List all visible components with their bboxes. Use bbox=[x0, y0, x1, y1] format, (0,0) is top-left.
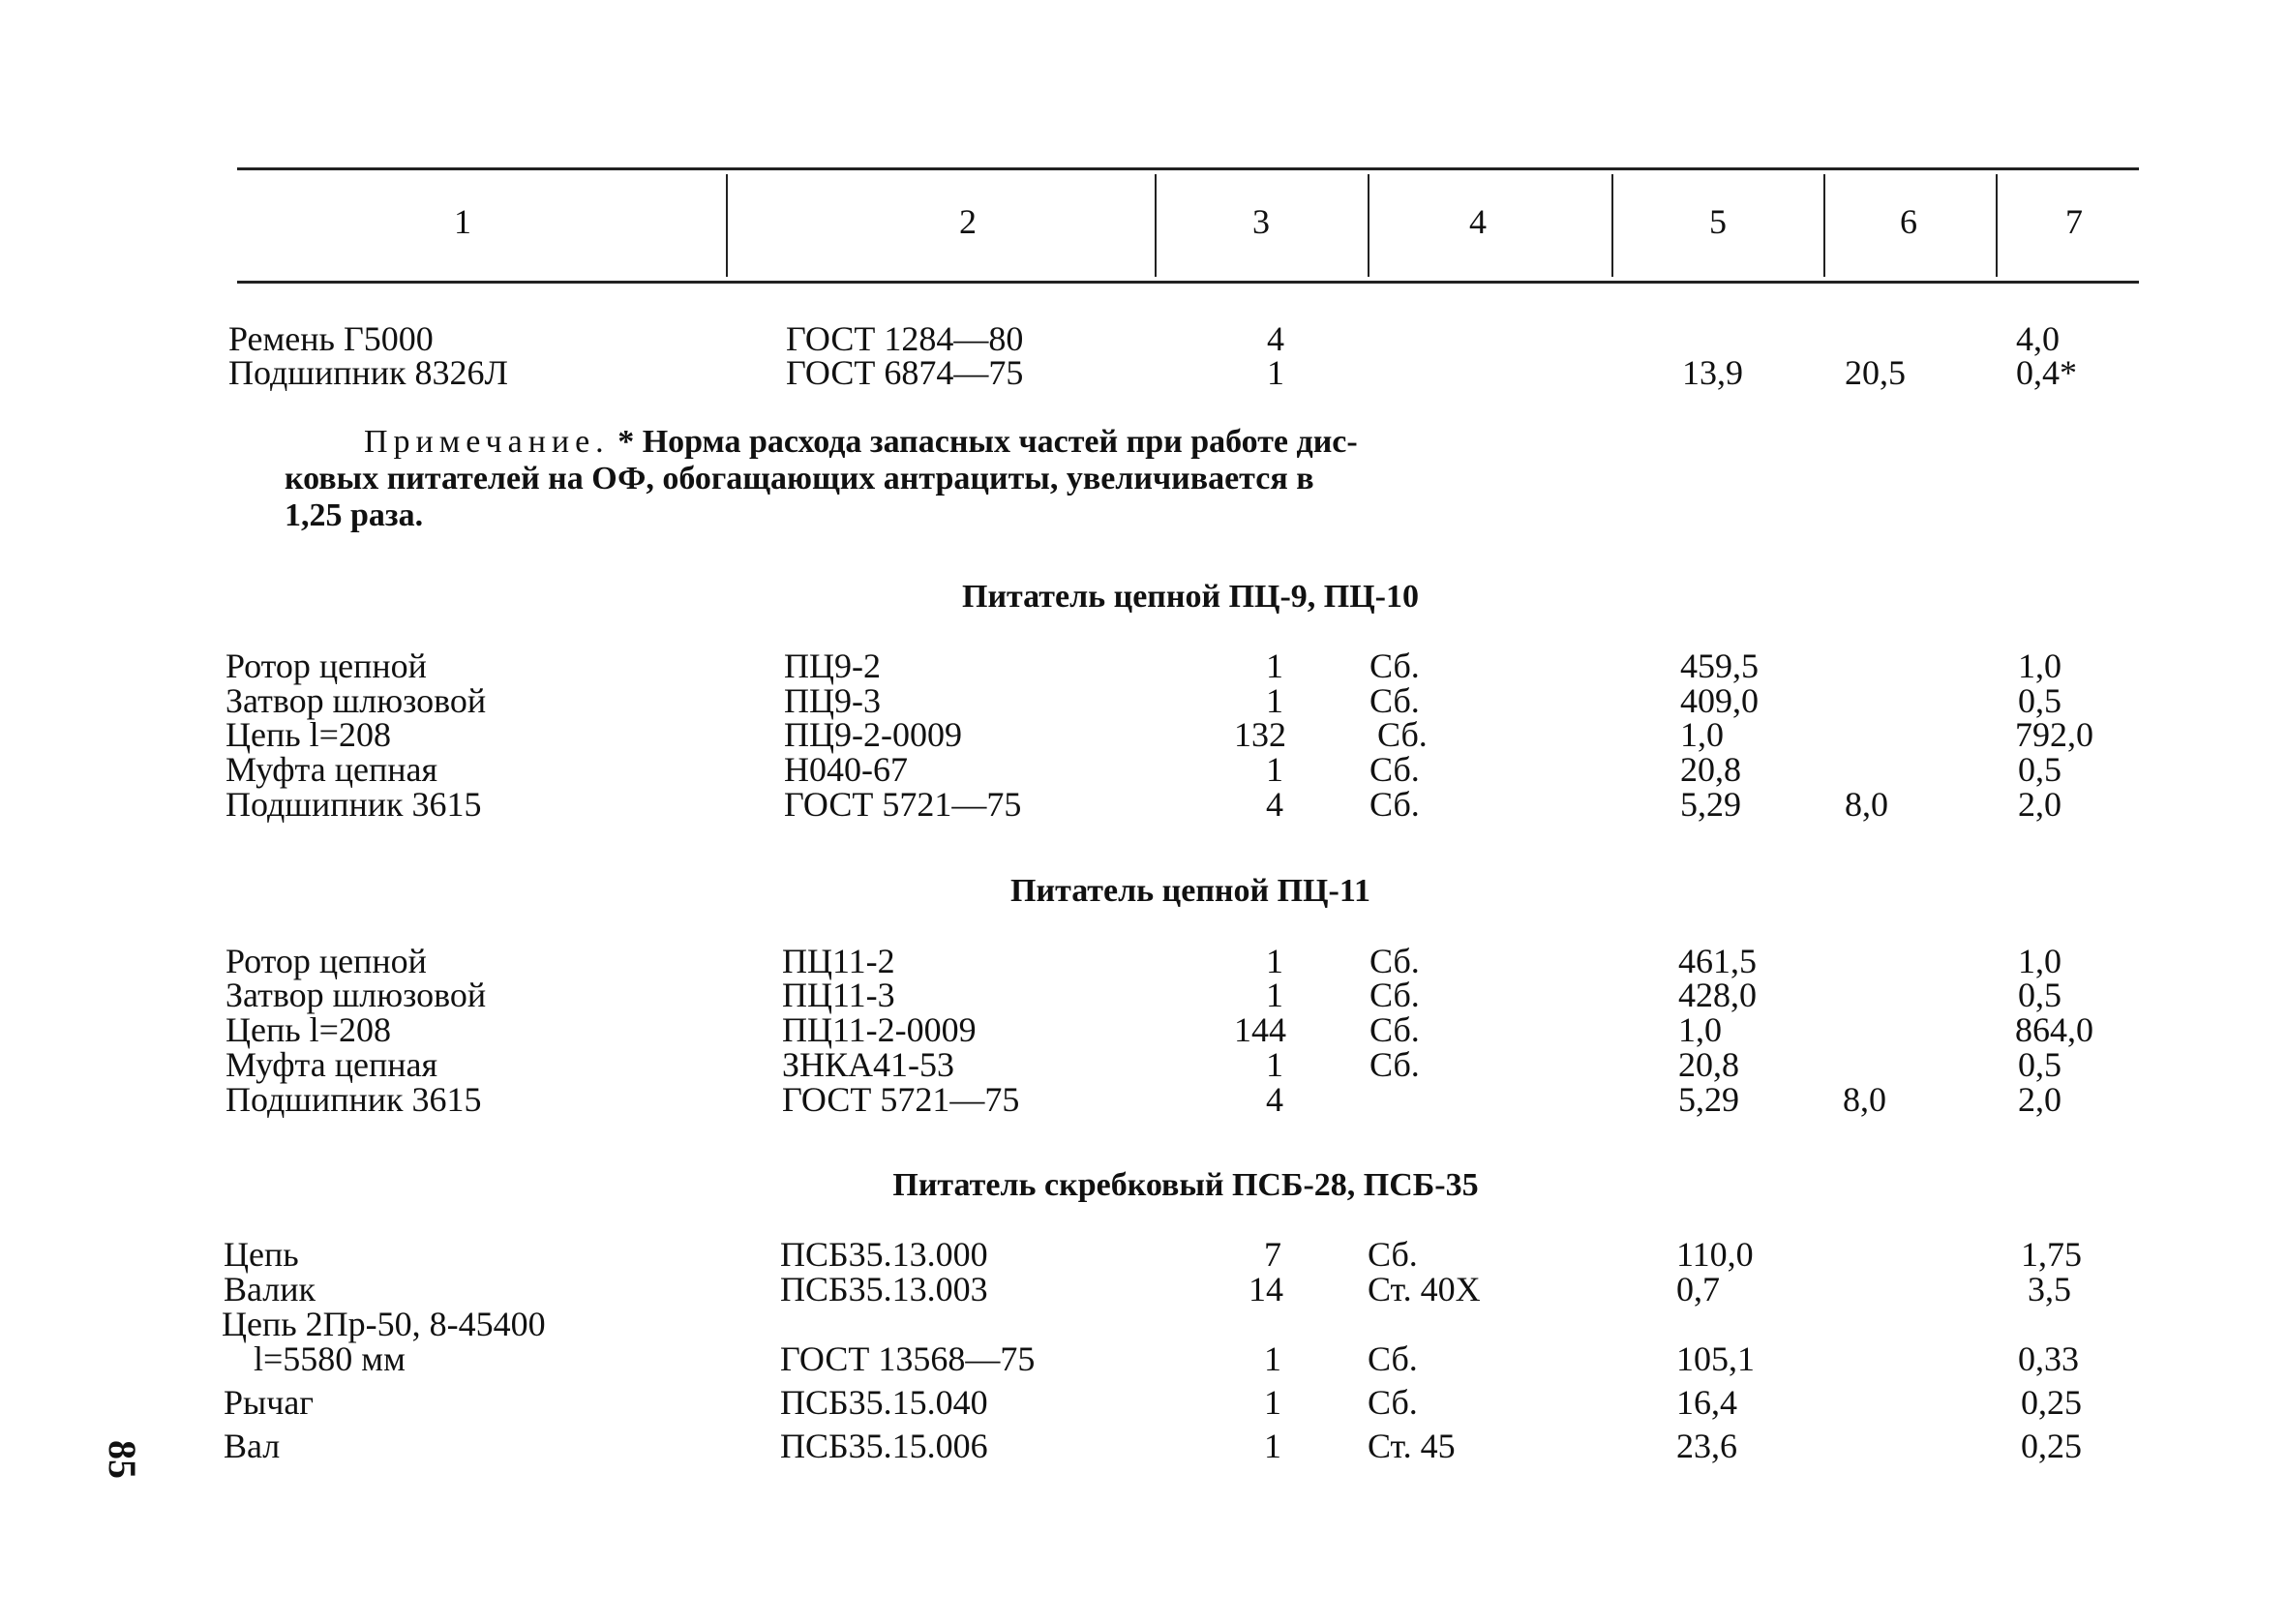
cell-designation: ПЦ9-3 bbox=[784, 681, 881, 720]
note-line-3: 1,25 раза. bbox=[285, 497, 424, 533]
header-col-4: 4 bbox=[1469, 202, 1487, 241]
cell-qty: 1 bbox=[1267, 353, 1284, 392]
cell-norm: 1,75 bbox=[2021, 1235, 2082, 1274]
cell-norm: 2,0 bbox=[2018, 1080, 2061, 1119]
cell-material: Ст. 45 bbox=[1368, 1427, 1456, 1465]
cell-qty: 4 bbox=[1266, 1080, 1283, 1119]
cell-designation: ГОСТ 13568—75 bbox=[780, 1339, 1036, 1378]
cell-norm: 0,5 bbox=[2018, 681, 2061, 720]
cell-norm: 1,0 bbox=[2018, 942, 2061, 980]
cell-mass: 0,7 bbox=[1676, 1270, 1720, 1308]
cell-material: Сб. bbox=[1368, 1339, 1418, 1378]
cell-name: l=5580 мм bbox=[254, 1339, 406, 1378]
cell-name: Подшипник 3615 bbox=[226, 785, 482, 824]
cell-mass: 20,8 bbox=[1680, 750, 1741, 789]
cell-material: Сб. bbox=[1368, 1383, 1418, 1422]
cell-designation: ПСБ35.15.006 bbox=[780, 1427, 988, 1465]
section-heading: Питатель цепной ПЦ-9, ПЦ-10 bbox=[962, 579, 1419, 615]
cell-norm: 792,0 bbox=[2015, 715, 2093, 754]
cell-norm: 2,0 bbox=[2018, 785, 2061, 824]
cell-mass: 459,5 bbox=[1680, 647, 1759, 685]
header-col-5: 5 bbox=[1709, 202, 1727, 241]
cell-mass: 1,0 bbox=[1678, 1010, 1722, 1049]
page-number: 85 bbox=[101, 1440, 144, 1479]
col-divider bbox=[726, 174, 728, 277]
cell-name: Цепь l=208 bbox=[226, 715, 391, 754]
cell-designation: ЗНКА41-53 bbox=[782, 1045, 955, 1084]
cell-designation: ПЦ9-2-0009 bbox=[784, 715, 962, 754]
header-col-2: 2 bbox=[959, 202, 977, 241]
cell-material: Сб. bbox=[1369, 750, 1420, 789]
cell-name: Муфта цепная bbox=[226, 1045, 438, 1084]
cell-name: Цепь 2Пр-50, 8-45400 bbox=[222, 1305, 546, 1343]
cell-qty: 1 bbox=[1264, 1339, 1281, 1378]
col-divider bbox=[1611, 174, 1613, 277]
cell-material: Ст. 40Х bbox=[1368, 1270, 1481, 1308]
cell-name: Цепь bbox=[224, 1235, 299, 1274]
cell-name: Вал bbox=[224, 1427, 281, 1465]
cell-mass: 5,29 bbox=[1678, 1080, 1739, 1119]
cell-qty: 1 bbox=[1266, 647, 1283, 685]
cell-mass: 16,4 bbox=[1676, 1383, 1737, 1422]
cell-qty: 7 bbox=[1264, 1235, 1281, 1274]
cell-norm: 0,33 bbox=[2018, 1339, 2079, 1378]
cell-designation: ПСБ35.15.040 bbox=[780, 1383, 988, 1422]
cell-mass: 409,0 bbox=[1680, 681, 1759, 720]
cell-designation: ГОСТ 5721—75 bbox=[784, 785, 1022, 824]
cell-designation: ПЦ11-3 bbox=[782, 976, 895, 1014]
cell-qty: 14 bbox=[1249, 1270, 1283, 1308]
cell-name: Валик bbox=[224, 1270, 316, 1308]
header-bottom-rule bbox=[237, 281, 2139, 284]
cell-designation: Н040-67 bbox=[784, 750, 908, 789]
cell-qty: 1 bbox=[1266, 681, 1283, 720]
note-line-1 bbox=[364, 424, 1358, 461]
cell-name: Ремень Г5000 bbox=[228, 319, 434, 358]
cell-qty: 1 bbox=[1264, 1427, 1281, 1465]
cell-material: Сб. bbox=[1369, 785, 1420, 824]
cell-norm: 0,25 bbox=[2021, 1427, 2082, 1465]
section-heading: Питатель скребковый ПСБ-28, ПСБ-35 bbox=[892, 1167, 1479, 1203]
cell-mass: 13,9 bbox=[1682, 353, 1743, 392]
col-divider bbox=[1996, 174, 1998, 277]
cell-material: Сб. bbox=[1369, 942, 1420, 980]
header-col-1: 1 bbox=[454, 202, 471, 241]
cell-name: Подшипник 8326Л bbox=[228, 353, 508, 392]
cell-col6: 8,0 bbox=[1845, 785, 1888, 824]
cell-material: Сб. bbox=[1369, 647, 1420, 685]
cell-qty: 4 bbox=[1266, 785, 1283, 824]
header-top-rule bbox=[237, 167, 2139, 170]
cell-name: Муфта цепная bbox=[226, 750, 438, 789]
section-heading: Питатель цепной ПЦ-11 bbox=[1010, 873, 1370, 909]
cell-name: Подшипник 3615 bbox=[226, 1080, 482, 1119]
cell-norm: 0,5 bbox=[2018, 750, 2061, 789]
cell-designation: ГОСТ 6874—75 bbox=[786, 353, 1024, 392]
cell-norm: 1,0 bbox=[2018, 647, 2061, 685]
cell-mass: 1,0 bbox=[1680, 715, 1724, 754]
cell-qty: 4 bbox=[1267, 319, 1284, 358]
cell-norm: 0,25 bbox=[2021, 1383, 2082, 1422]
note-text-1: * Норма расхода запасных частей при работе дис- bbox=[617, 424, 1358, 460]
note-label: Примечание. bbox=[364, 424, 610, 460]
cell-material: Сб. bbox=[1368, 1235, 1418, 1274]
cell-qty: 132 bbox=[1234, 715, 1286, 754]
cell-material: Сб. bbox=[1369, 1010, 1420, 1049]
header-col-7: 7 bbox=[2065, 202, 2083, 241]
cell-designation: ГОСТ 1284—80 bbox=[786, 319, 1024, 358]
cell-mass: 428,0 bbox=[1678, 976, 1757, 1014]
header-col-6: 6 bbox=[1900, 202, 1917, 241]
cell-material: Сб. bbox=[1369, 681, 1420, 720]
cell-designation: ПЦ11-2-0009 bbox=[782, 1010, 977, 1049]
cell-norm: 0,4* bbox=[2016, 353, 2077, 392]
cell-qty: 1 bbox=[1264, 1383, 1281, 1422]
cell-col6: 20,5 bbox=[1845, 353, 1906, 392]
cell-designation: ПЦ11-2 bbox=[782, 942, 895, 980]
col-divider bbox=[1823, 174, 1825, 277]
cell-material: Сб. bbox=[1369, 976, 1420, 1014]
cell-name: Рычаг bbox=[224, 1383, 315, 1422]
cell-name: Ротор цепной bbox=[226, 647, 427, 685]
cell-mass: 23,6 bbox=[1676, 1427, 1737, 1465]
cell-designation: ПЦ9-2 bbox=[784, 647, 881, 685]
col-divider bbox=[1155, 174, 1157, 277]
cell-designation: ГОСТ 5721—75 bbox=[782, 1080, 1020, 1119]
cell-col6: 8,0 bbox=[1843, 1080, 1886, 1119]
cell-mass: 461,5 bbox=[1678, 942, 1757, 980]
cell-name: Затвор шлюзовой bbox=[226, 976, 487, 1014]
cell-qty: 1 bbox=[1266, 750, 1283, 789]
cell-material: Сб. bbox=[1369, 1045, 1420, 1084]
cell-norm: 3,5 bbox=[2028, 1270, 2071, 1308]
cell-name: Ротор цепной bbox=[226, 942, 427, 980]
cell-mass: 5,29 bbox=[1680, 785, 1741, 824]
cell-name: Затвор шлюзовой bbox=[226, 681, 487, 720]
cell-designation: ПСБ35.13.000 bbox=[780, 1235, 988, 1274]
cell-qty: 144 bbox=[1234, 1010, 1286, 1049]
cell-qty: 1 bbox=[1266, 942, 1283, 980]
header-col-3: 3 bbox=[1252, 202, 1270, 241]
cell-name: Цепь l=208 bbox=[226, 1010, 391, 1049]
cell-designation: ПСБ35.13.003 bbox=[780, 1270, 988, 1308]
cell-qty: 1 bbox=[1266, 1045, 1283, 1084]
cell-norm: 0,5 bbox=[2018, 976, 2061, 1014]
cell-mass: 110,0 bbox=[1676, 1235, 1754, 1274]
cell-norm: 4,0 bbox=[2016, 319, 2060, 358]
cell-qty: 1 bbox=[1266, 976, 1283, 1014]
col-divider bbox=[1368, 174, 1369, 277]
note-line-2: ковых питателей на ОФ, обогащающих антрациты, увеличивается в bbox=[285, 461, 1314, 496]
cell-mass: 105,1 bbox=[1676, 1339, 1755, 1378]
cell-mass: 20,8 bbox=[1678, 1045, 1739, 1084]
cell-norm: 0,5 bbox=[2018, 1045, 2061, 1084]
cell-norm: 864,0 bbox=[2015, 1010, 2093, 1049]
cell-material: Сб. bbox=[1377, 715, 1428, 754]
